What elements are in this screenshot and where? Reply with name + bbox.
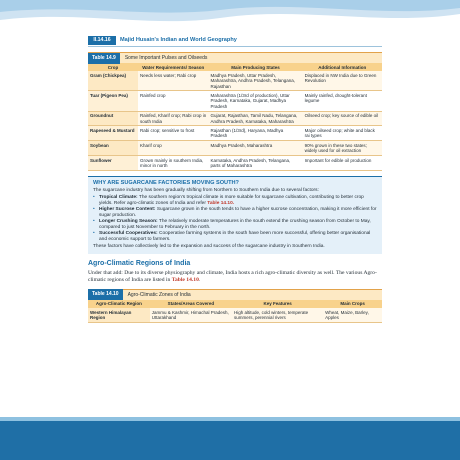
table-cell: Important for edible oil production (303, 156, 382, 171)
bullet-text: Sugarcane grown in the south tends to have a higher sucrose concentration, making it more efficient for sugar production. (99, 206, 377, 218)
info-box-list (93, 195, 377, 243)
table1-title-bar (88, 52, 382, 63)
table-cell: Madhya Pradesh, Uttar Pradesh, Maharashtra, Andhra Pradesh, Telangana, Rajasthan (209, 71, 303, 91)
table-cell: Karnataka, Andhra Pradesh, Telangana, parts of Maharashtra (209, 156, 303, 171)
info-box-intro: The sugarcane industry has been gradually shifting from Northern to Southern India due to several factors: (93, 187, 319, 193)
section-body (88, 270, 382, 284)
bullet-text: The relatively moderate temperatures in the south extend the crushing season from October to May, compared to just November to February in the north. (99, 218, 371, 230)
table-cell: Jammu & Kashmir, Himachal Pradesh, Uttarakhand (150, 308, 232, 322)
table2-caption: Agro-Climatic Zones of India (127, 291, 191, 298)
section-heading: Agro-Climatic Regions of India (88, 259, 191, 267)
crop-cell: Sunflower (88, 156, 138, 171)
bullet-term: Longer Crushing Season: (99, 218, 158, 224)
sugarcane-info-box (88, 176, 382, 254)
table1-col-header: Additional Information (303, 63, 382, 71)
table2-title-bar (88, 289, 382, 300)
table1-col-header: Main Producing States (209, 63, 303, 71)
list-item (93, 207, 377, 219)
crop-cell: Tuar (Pigeon Pea) (88, 91, 138, 111)
table2-col-header: Key Features (232, 300, 323, 308)
agro-climatic-table (88, 300, 382, 323)
table-cell: Grown mainly in southern India, minor in north (138, 156, 209, 171)
pulses-oilseeds-table (88, 63, 382, 171)
table2-col-header: States/Areas Covered (150, 300, 232, 308)
crop-cell: Rapeseed & Mustard (88, 126, 138, 141)
table-row (88, 71, 382, 91)
table-cell: Rainfed crop (138, 91, 209, 111)
info-box-title: WHY ARE SUGARCANE FACTORIES MOVING SOUTH? (93, 179, 239, 186)
crop-cell: Soybean (88, 141, 138, 156)
table-cell: Displaced in NW India due to Green Revolution (303, 71, 382, 91)
footer-bar (0, 421, 460, 460)
table-cell: Mainly rainfed, drought-tolerant legume (303, 91, 382, 111)
table-row (88, 156, 382, 171)
table-cell: Madhya Pradesh, Maharashtra (209, 141, 303, 156)
table1-col-header: Water Requirements/ Season (138, 63, 209, 71)
list-item (93, 195, 377, 207)
table-row (88, 126, 382, 141)
table2-header-row (88, 300, 382, 308)
bullet-text: Cooperative farming systems in the south have been more successful, offering better organisational and economic support to farmers. (99, 230, 371, 242)
table1-col-header: Crop (88, 63, 138, 71)
table-cell: Rajasthan (1/3rd), Haryana, Madhya Pradesh (209, 126, 303, 141)
list-item (93, 231, 377, 243)
table-reference-link[interactable]: Table 14.10. (207, 200, 235, 206)
page-content (88, 52, 382, 323)
list-item (93, 219, 377, 231)
table-cell: Oilseed crop; key source of edible oil (303, 111, 382, 126)
table1-label: Table 14.9 (88, 53, 120, 64)
body-text-end: . (198, 276, 201, 283)
table1-caption: Some Important Pulses and Oilseeds (124, 55, 208, 61)
region-cell: Western Himalayan Region (88, 308, 150, 322)
table-cell: Rabi crop; sensitive to frost (138, 126, 209, 141)
table-cell: Gujarat, Rajasthan, Tamil Nadu, Telangana, Andhra Pradesh, Karnataka, Maharashtra (209, 111, 303, 126)
bullet-term: Successful Cooperatives: (99, 230, 158, 236)
table2-wrapper (88, 289, 382, 323)
table2-label: Table 14.10 (88, 289, 123, 300)
header-rule (88, 46, 382, 47)
table2-col-header: Main Crops (323, 300, 382, 308)
table-row (88, 141, 382, 156)
table-cell: Rainfed, Kharif crop; Rabi crop in south India (138, 111, 209, 126)
bullet-term: Higher Sucrose Content: (99, 206, 156, 212)
table1-header-row (88, 63, 382, 71)
bullet-text: The southern region's tropical climate is more suitable for sugarcane cultivation, contributing to better crop yields. Refer agro-climatic zones of India and refer (99, 194, 364, 206)
table-cell: Wheat, Maize, Barley, Apples (323, 308, 382, 322)
body-text-start: Under that add: Due to its diverse physiography and climate, India hosts a rich agro-climatic diversity as well. The various Agro-climatic regions of India are listed in (88, 269, 377, 283)
running-title: Majid Husain's Indian and World Geography (120, 37, 237, 43)
table-reference-link[interactable]: Table 14.10 (171, 276, 199, 283)
info-box-closing: These factors have collectively led to the expansion and success of the sugarcane industry in Southern India. (93, 243, 325, 249)
bullet-term: Tropical Climate: (99, 194, 138, 200)
table-cell: Maharashtra (1/3rd of production), Uttar Pradesh, Karnataka, Gujarat, Madhya Pradesh (209, 91, 303, 111)
page-number: II.14.16 (88, 36, 116, 45)
table-cell: Kharif crop (138, 141, 209, 156)
crop-cell: Gram (Chickpea) (88, 71, 138, 91)
table2-col-header: Agro-Climatic Region (88, 300, 150, 308)
header-decoration (0, 0, 460, 32)
table-row (88, 111, 382, 126)
table-cell: High altitude, cold winters, temperate summers, perennial rivers (232, 308, 323, 322)
table-cell: Major oilseed crop; white and black rai types (303, 126, 382, 141)
crop-cell: Groundnut (88, 111, 138, 126)
table-row (88, 91, 382, 111)
table-row (88, 308, 382, 322)
table-cell: Needs less water; Rabi crop (138, 71, 209, 91)
table-cell: 90% grown in these two states; widely used for oil extraction (303, 141, 382, 156)
